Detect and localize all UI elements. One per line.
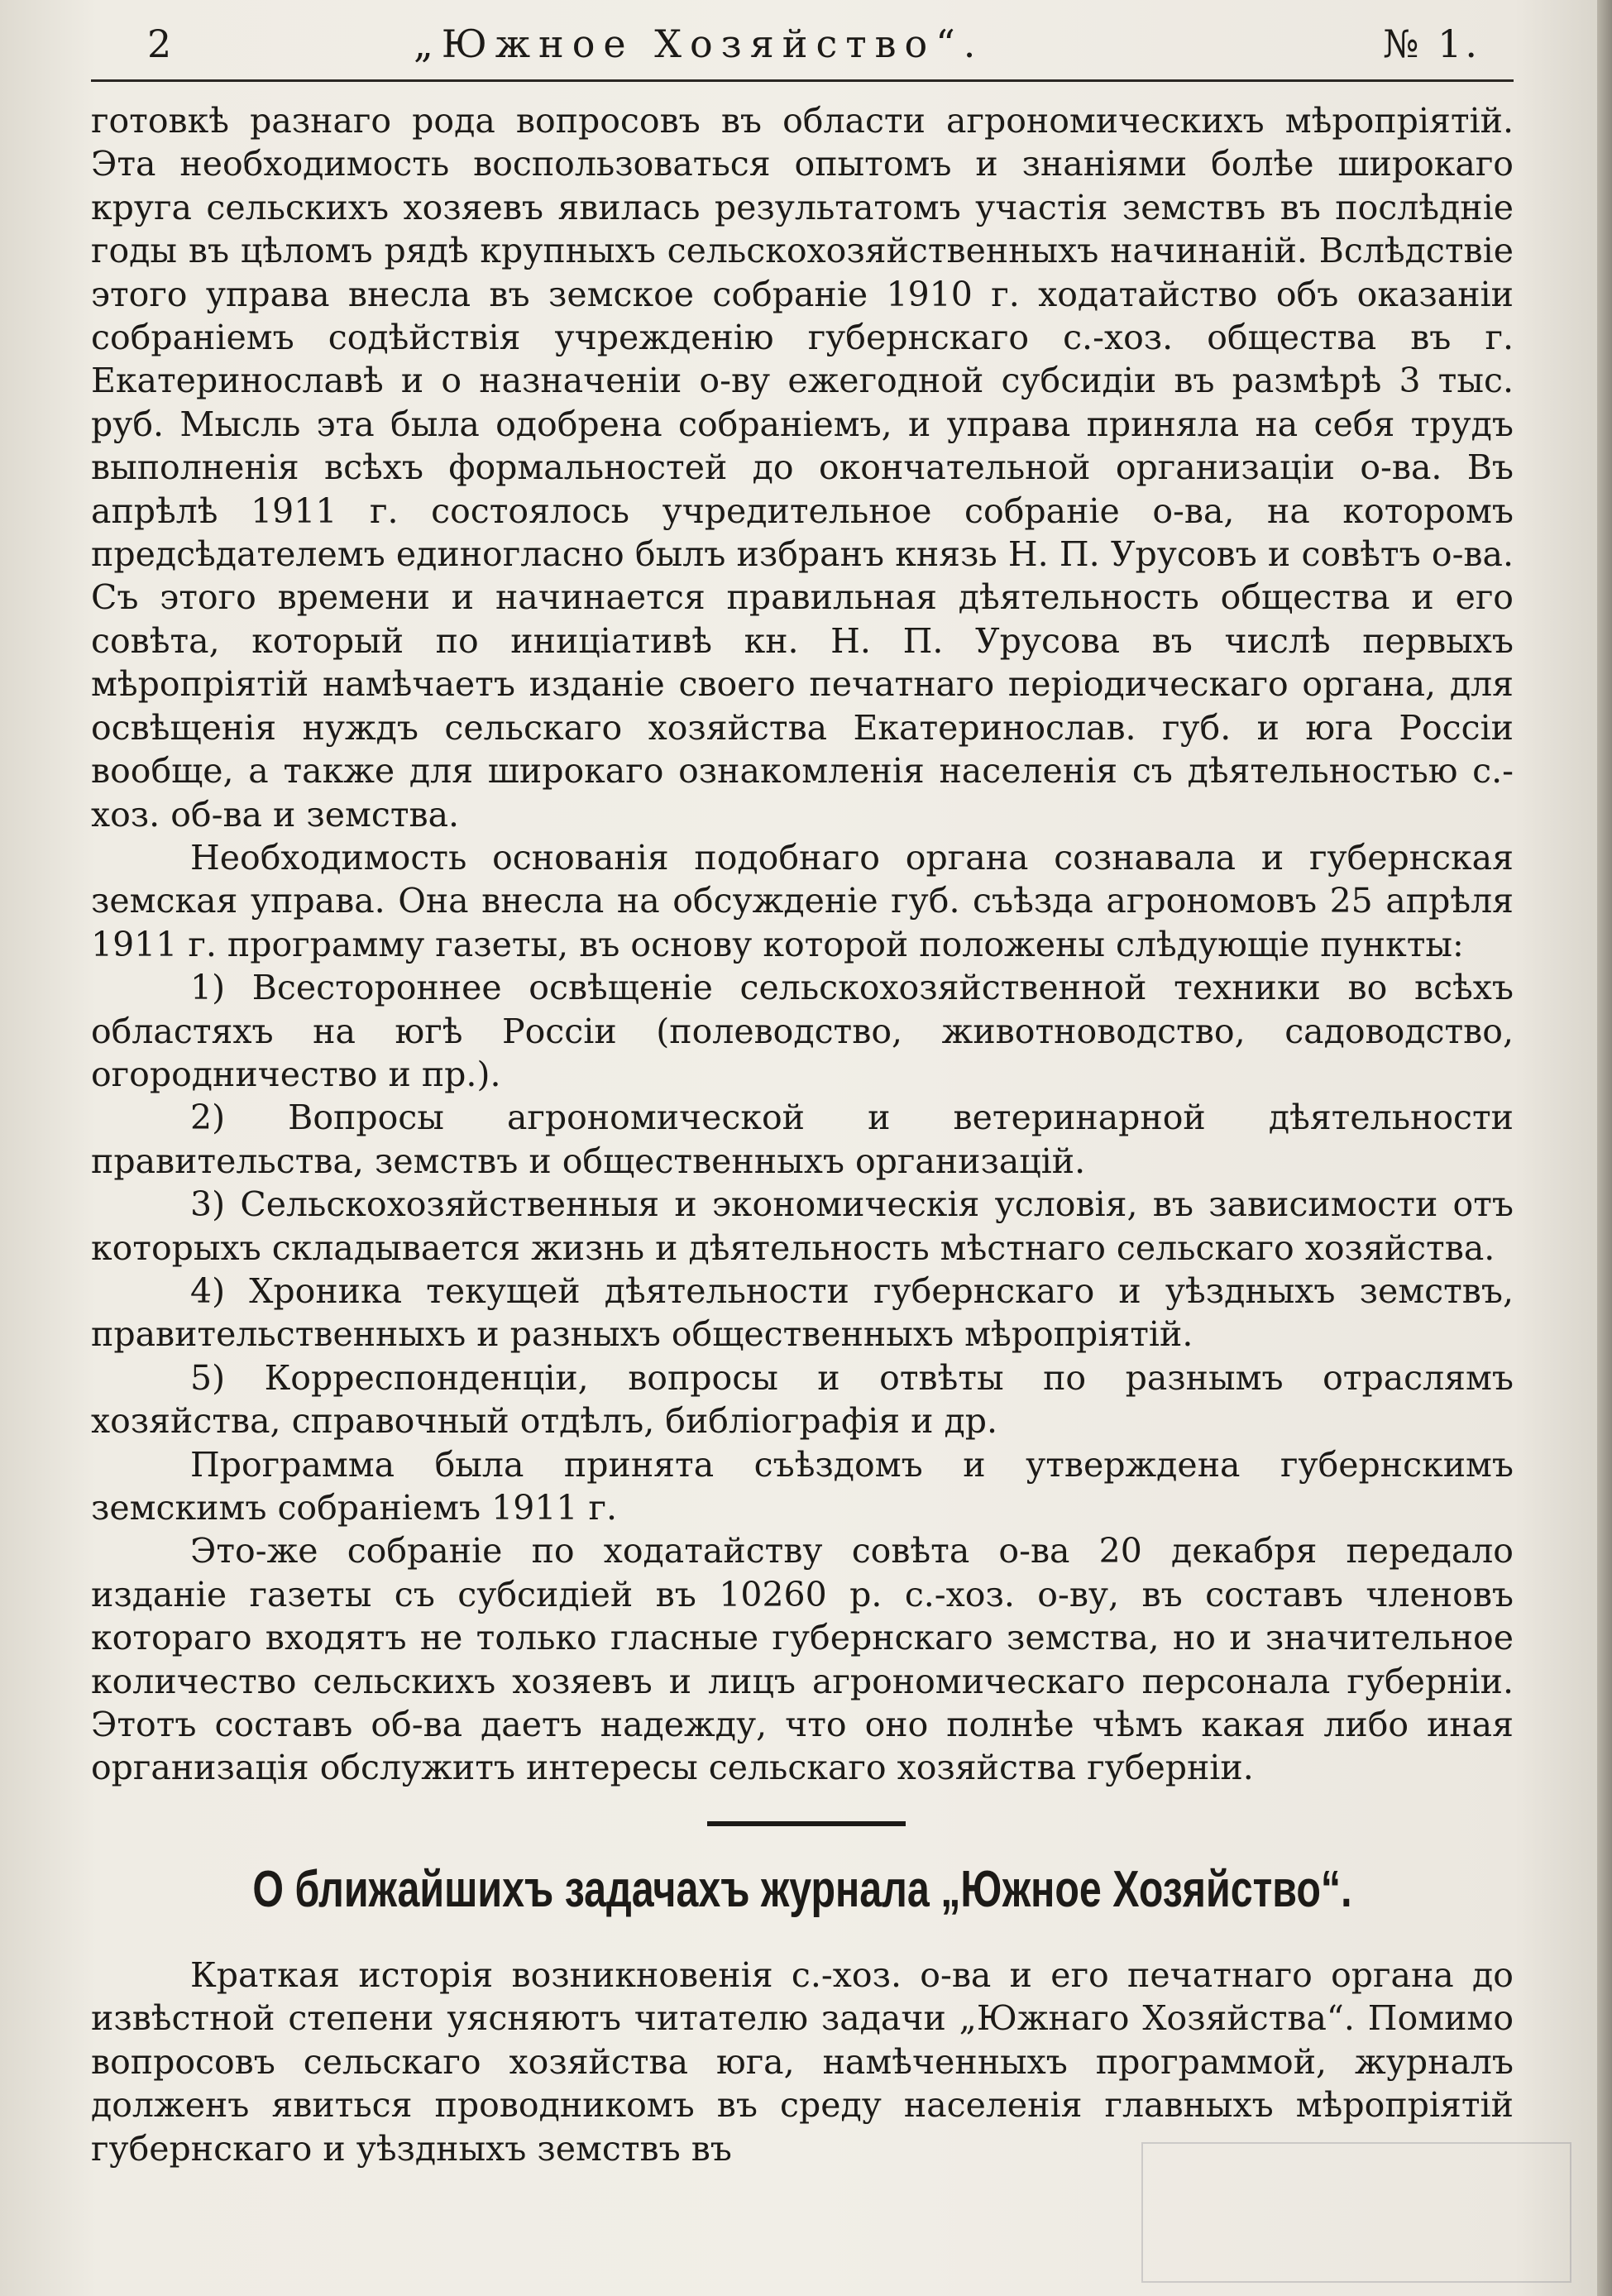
list-item: 4) Хроника текущей дѣятельности губернскаго и уѣздныхъ земствъ, правительственныхъ и разныхъ общественныхъ мѣропріятій. — [91, 1270, 1514, 1355]
library-stamp — [1141, 2142, 1571, 2283]
paragraph: Это-же собраніе по ходатайству совѣта о-ва 20 декабря передало изданіе газеты съ субсидіей въ 10260 р. с.-хоз. о-ву, въ составъ членовъ котораго входятъ не только гласные губернскаго земства, но и значительное количество сельскихъ хозяевъ и лицъ агрономическаго персонала губерніи. Этотъ составъ об-ва даетъ надежду, что оно полнѣе чѣмъ какая либо иная организація обслужитъ интересы сельскаго хозяйства губерніи. — [91, 1531, 1514, 1788]
page-number: 2 — [147, 22, 172, 66]
header-rule — [91, 79, 1514, 82]
list-item: 2) Вопросы агрономической и ветеринарной дѣятельности правительства, земствъ и общественныхъ организацій. — [91, 1098, 1514, 1181]
paragraph: Краткая исторія возникновенія с.-хоз. о-ва и его печатнаго органа до извѣстной степени уясняютъ читателю задачи „Южнаго Хозяйства“. Помимо вопросовъ сельскаго хозяйства юга, намѣченныхъ программой, журналъ долженъ явиться проводникомъ въ среду населенія главныхъ мѣропріятій губернскаго и уѣздныхъ земствъ въ — [91, 1955, 1514, 2169]
running-header — [141, 18, 1480, 69]
section-body — [91, 1954, 1514, 2170]
paragraph: Необходимость основанія подобнаго органа сознавала и губернская земская управа. Она внесла на обсужденіе губ. съѣзда агрономовъ 25 апрѣля 1911 г. программу газеты, въ основу которой положены слѣдующіе пункты: — [91, 837, 1514, 964]
journal-title: „Южное Хозяйство“. — [414, 22, 984, 66]
list-item: 1) Всестороннее освѣщеніе сельскохозяйственной техники во всѣхъ областяхъ на югѣ Россіи (полеводство, животноводство, садоводство, огородничество и пр.). — [91, 968, 1514, 1094]
paragraph: готовкѣ разнаго рода вопросовъ въ области агрономическихъ мѣропріятій. Эта необходимость воспользоваться опытомъ и знаніями болѣе широкаго круга сельскихъ хозяевъ явилась результатомъ участія земствъ въ послѣдніе годы въ цѣломъ рядѣ крупныхъ сельскохозяйственныхъ начинаній. Вслѣдствіе этого управа внесла въ земское собраніе 1910 г. ходатайство объ оказаніи собраніемъ содѣйствія учрежденію губернскаго с.-хоз. общества въ г. Екатеринославѣ и о назначеніи о-ву ежегодной субсидіи въ размѣрѣ 3 тыс. руб. Мысль эта была одобрена собраніемъ, и управа приняла на себя трудъ выполненія всѣхъ формальностей до окончательной организаціи о-ва. Въ апрѣлѣ 1911 г. состоялось учредительное собраніе о-ва, на которомъ предсѣдателемъ единогласно былъ избранъ князь Н. П. Урусовъ и совѣтъ о-ва. Съ этого времени и начинается правильная дѣятельность общества и его совѣта, который по иниціативѣ кн. Н. П. Урусова въ числѣ первыхъ мѣропріятій намѣчаетъ изданіе своего печатнаго періодическаго органа, для освѣщенія нуждъ сельскаго хозяйства Екатеринослав. губ. и юга Россіи вообще, а также для широкаго ознакомленія населенія съ дѣятельностью с.-хоз. об-ва и земства. — [91, 101, 1514, 835]
paragraph: Программа была принята съѣздомъ и утверждена губернскимъ земскимъ собраніемъ 1911 г. — [91, 1444, 1514, 1528]
list-item: 3) Сельскохозяйственныя и экономическія условія, въ зависимости отъ которыхъ складывается жизнь и дѣятельность мѣстнаго сельскаго хозяйства. — [91, 1184, 1514, 1268]
page-edge-shadow — [1597, 0, 1612, 2296]
section-separator — [707, 1821, 906, 1826]
list-item: 5) Корреспонденціи, вопросы и отвѣты по разнымъ отраслямъ хозяйства, справочный отдѣлъ, библіографія и др. — [91, 1357, 1514, 1442]
section-heading: О ближайшихъ задачахъ журнала „Южное Хозяйство“. — [252, 1861, 1352, 1918]
article-body — [91, 99, 1514, 1790]
issue-number: № 1. — [1382, 22, 1480, 66]
